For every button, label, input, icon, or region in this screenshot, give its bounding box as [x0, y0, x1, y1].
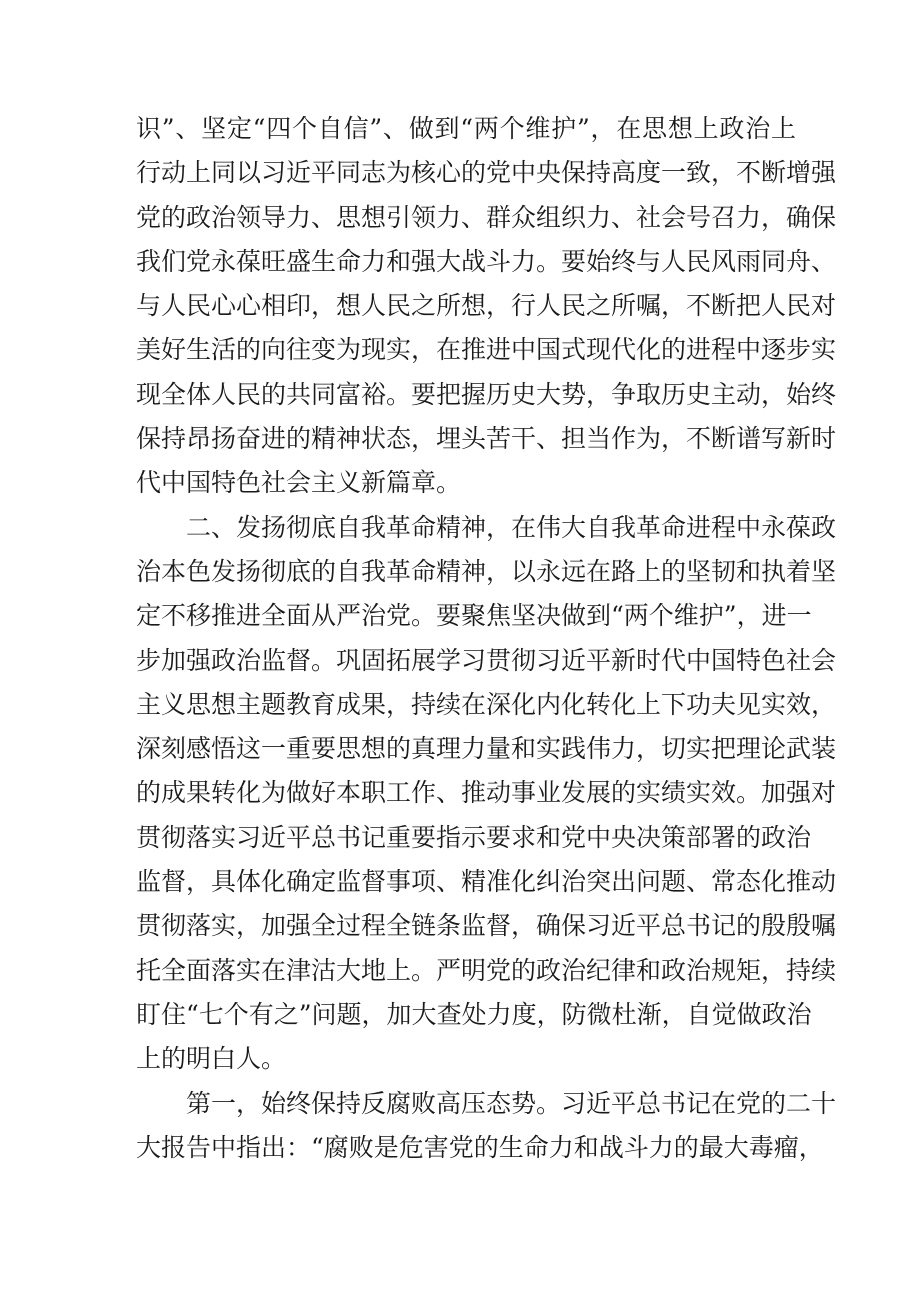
text-line: 治本色发扬彻底的自我革命精神，以永远在路上的坚韧和执着坚: [136, 556, 837, 586]
text-line: 我们党永葆旺盛生命力和强大战斗力。要始终与人民风雨同舟、: [136, 246, 837, 276]
text-line: 上的明白人。: [136, 1044, 287, 1074]
text-line: 行动上同以习近平同志为核心的党中央保持高度一致，不断增强: [136, 158, 837, 188]
text-line: 主义思想主题教育成果，持续在深化内化转化上下功夫见实效，: [136, 689, 837, 719]
text-line: 托全面落实在津沽大地上。严明党的政治纪律和政治规矩，持续: [136, 955, 837, 985]
text-line: 深刻感悟这一重要思想的真理力量和实践伟力，切实把理论武装: [136, 734, 837, 764]
text-line: 监督，具体化确定监督事项、精准化纠治突出问题、常态化推动: [136, 867, 837, 897]
text-line: 盯住“七个有之”问题，加大查处力度，防微杜渐，自觉做政治: [136, 999, 812, 1029]
text-line: 党的政治领导力、思想引领力、群众组织力、社会号召力，确保: [136, 202, 837, 232]
text-line: 现全体人民的共同富裕。要把握历史大势，争取历史主动，始终: [136, 379, 837, 409]
text-line: 与人民心心相印，想人民之所想，行人民之所嘱，不断把人民对: [136, 291, 837, 321]
paragraph-first-line: 二、发扬彻底自我革命精神，在伟大自我革命进程中永葆政: [186, 512, 837, 542]
paragraph-first-line: 第一，始终保持反腐败高压态势。习近平总书记在党的二十: [186, 1088, 837, 1118]
text-line: 保持昂扬奋进的精神状态，埋头苦干、担当作为，不断谱写新时: [136, 424, 837, 454]
text-line: 的成果转化为做好本职工作、推动事业发展的实绩实效。加强对: [136, 778, 837, 808]
text-line: 代中国特色社会主义新篇章。: [136, 468, 462, 498]
document-body: [136, 107, 837, 1170]
text-line: 识”、坚定“四个自信”、做到“两个维护”，在思想上政治上: [136, 114, 796, 143]
text-line: 贯彻落实，加强全过程全链条监督，确保习近平总书记的殷殷嘱: [136, 911, 837, 941]
text-line: 美好生活的向往变为现实，在推进中国式现代化的进程中逐步实: [136, 335, 837, 365]
text-line: 步加强政治监督。巩固拓展学习贯彻习近平新时代中国特色社会: [136, 645, 837, 675]
text-line: 贯彻落实习近平总书记重要指示要求和党中央决策部署的政治: [136, 822, 812, 852]
text-line: 大报告中指出：“腐败是危害党的生命力和战斗力的最大毒瘤，: [136, 1132, 824, 1162]
text-line: 定不移推进全面从严治党。要聚焦坚决做到“两个维护”，进一: [136, 601, 812, 631]
